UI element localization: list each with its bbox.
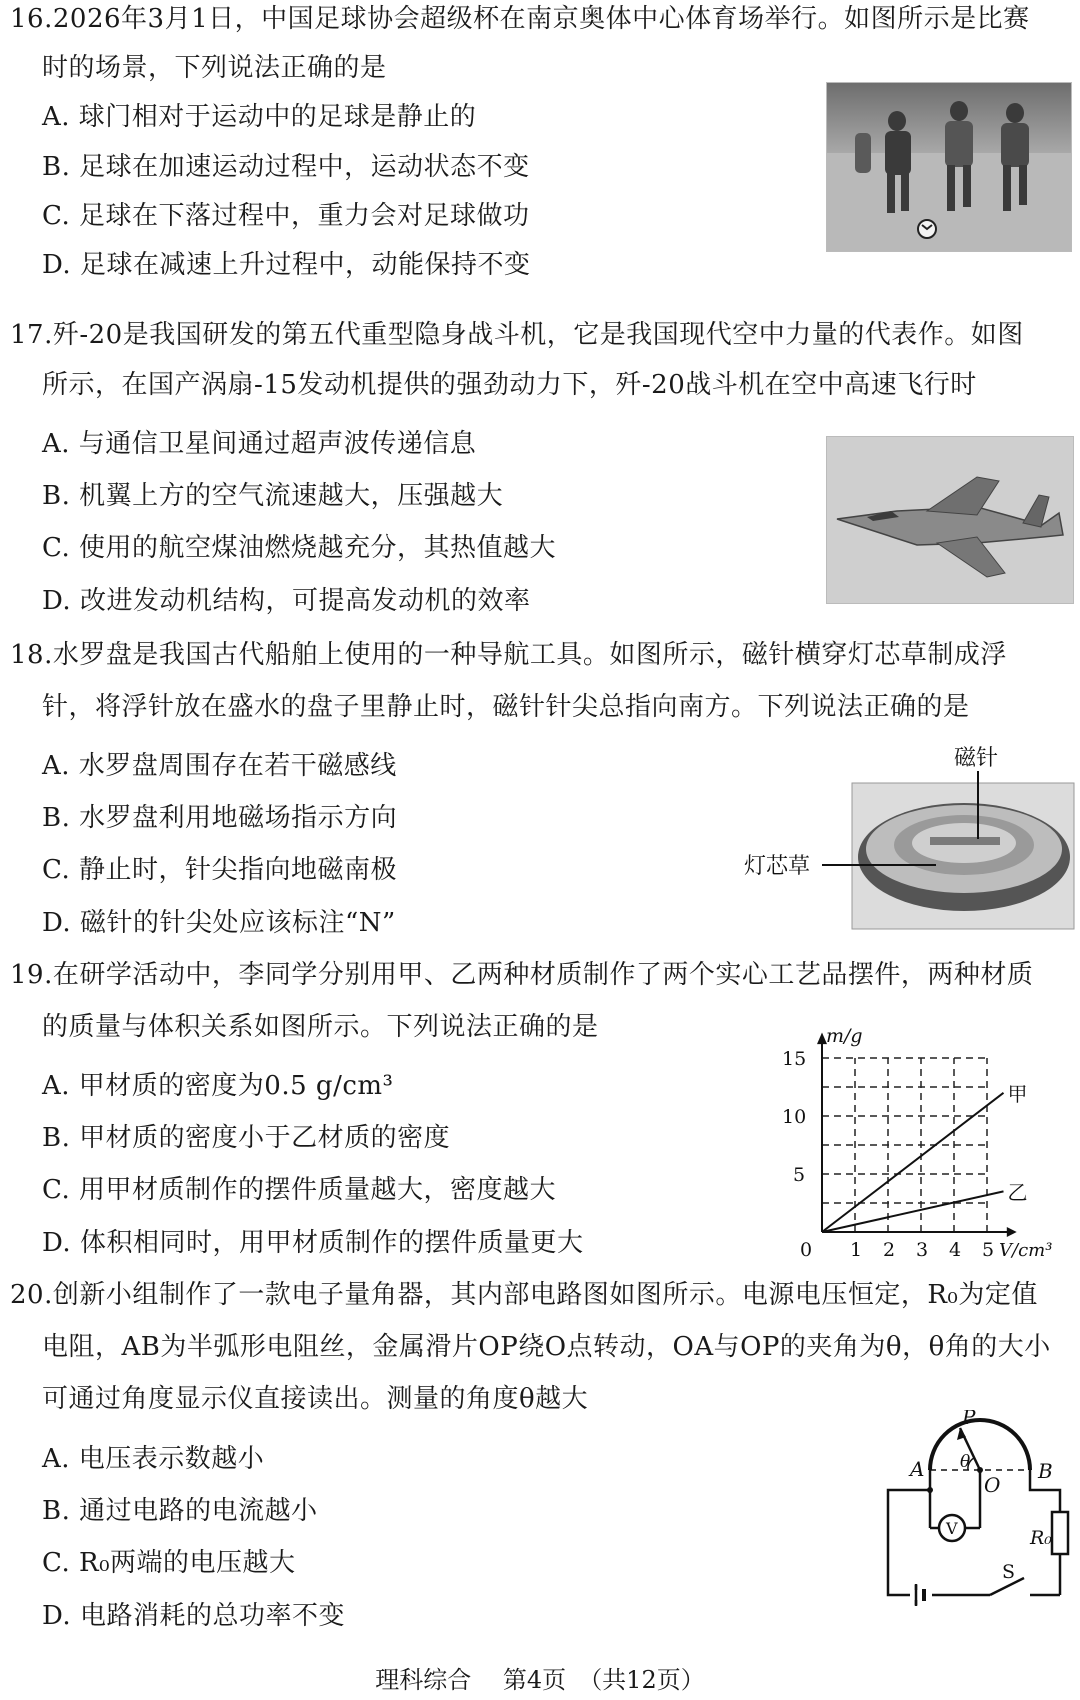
label-v: V (946, 1519, 958, 1538)
q17-stem-line1: 17.歼-20是我国研发的第五代重型隐身战斗机，它是我国现代空中力量的代表作。如图 (10, 320, 1024, 350)
q17-stem-line2: 所示，在国产涡扇-15发动机提供的强劲动力下，歼-20战斗机在空中高速飞行时 (42, 370, 977, 400)
series-label-jia: 甲 (1007, 1081, 1028, 1106)
footer-page: 第4页 (502, 1666, 567, 1694)
footer-total: （共12页） (578, 1666, 705, 1694)
q20-stem-line1: 20.创新小组制作了一款电子量角器，其内部电路图如图所示。电源电压恒定，R₀为定值 (10, 1280, 1038, 1310)
y-tick-label: 15 (782, 1048, 807, 1070)
label-rush-pith: 灯芯草 (744, 854, 811, 879)
q18-option-b: B. 水罗盘利用地磁场指示方向 (42, 803, 398, 833)
x-tick-label: 1 (850, 1239, 863, 1260)
q20-option-c: C. R₀两端的电压越大 (42, 1548, 296, 1578)
x-tick-label: 4 (949, 1239, 962, 1260)
series-label-yi: 乙 (1007, 1180, 1028, 1205)
q17-option-a: A. 与通信卫星间通过超声波传递信息 (42, 429, 477, 459)
q20-stem-line3: 可通过角度显示仪直接读出。测量的角度θ越大 (42, 1384, 589, 1414)
q18-option-c: C. 静止时，针尖指向地磁南极 (42, 855, 397, 885)
protractor-circuit-diagram (880, 1410, 1076, 1610)
x-tick-label: 5 (982, 1239, 995, 1260)
fighter-jet-photo (826, 436, 1074, 604)
x-axis-label: V/cm³ (999, 1240, 1053, 1260)
label-magnetic-needle: 磁针 (954, 746, 999, 771)
q16-option-a: A. 球门相对于运动中的足球是静止的 (42, 102, 477, 132)
football-match-photo (826, 82, 1072, 252)
origin-label: 0 (800, 1239, 813, 1260)
label-o: O (984, 1473, 1001, 1497)
q19-stem-line2: 的质量与体积关系如图所示。下列说法正确的是 (42, 1012, 599, 1042)
q17-option-d: D. 改进发动机结构，可提高发动机的效率 (42, 586, 531, 616)
x-tick-label: 3 (916, 1239, 929, 1260)
x-axis-arrow (1007, 1227, 1017, 1237)
q19-option-d: D. 体积相同时，用甲材质制作的摆件质量更大 (42, 1228, 584, 1258)
label-p: P (962, 1410, 976, 1429)
q19-option-b: B. 甲材质的密度小于乙材质的密度 (42, 1123, 451, 1153)
label-r0: R₀ (1030, 1527, 1052, 1549)
q16-stem-line2: 时的场景，下列说法正确的是 (42, 53, 387, 83)
y-axis-label: m/g (826, 1024, 863, 1047)
resistor-r0 (1052, 1512, 1068, 1554)
fighter-jet-illustration (827, 437, 1073, 603)
chart-series (822, 1093, 1004, 1232)
mass-volume-chart (780, 1010, 1080, 1260)
q16-option-c: C. 足球在下落过程中，重力会对足球做功 (42, 201, 530, 231)
page-footer (0, 1660, 1080, 1695)
q18-stem-line1: 18.水罗盘是我国古代船舶上使用的一种导航工具。如图所示，磁针横穿灯芯草制成浮 (10, 640, 1007, 670)
q16-option-d: D. 足球在减速上升过程中，动能保持不变 (42, 250, 531, 280)
label-theta: θ (960, 1452, 971, 1472)
q17-option-c: C. 使用的航空煤油燃烧越充分，其热值越大 (42, 533, 556, 563)
y-tick-label: 5 (793, 1164, 806, 1186)
q19-option-c: C. 用甲材质制作的摆件质量越大，密度越大 (42, 1175, 556, 1205)
chart-grid (822, 1058, 987, 1232)
label-s: S (1002, 1561, 1016, 1583)
q16-stem-line1: 16.2026年3月1日，中国足球协会超级杯在南京奥体中心体育场举行。如图所示是比赛 (10, 4, 1030, 34)
q16-option-b: B. 足球在加速运动过程中，运动状态不变 (42, 152, 530, 182)
q18-stem-line2: 针，将浮针放在盛水的盘子里静止时，磁针针尖总指向南方。下列说法正确的是 (42, 692, 970, 722)
football-scene-illustration (827, 83, 1071, 251)
q19-option-a: A. 甲材质的密度为0.5 g/cm³ (42, 1071, 394, 1101)
q17-option-b: B. 机翼上方的空气流速越大，压强越大 (42, 481, 504, 511)
q20-option-b: B. 通过电路的电流越小 (42, 1496, 318, 1526)
x-tick-label: 2 (883, 1239, 896, 1260)
q20-stem-line2: 电阻，AB为半弧形电阻丝，金属滑片OP绕O点转动，OA与OP的夹角为θ，θ角的大小 (42, 1332, 1051, 1362)
q19-stem-line1: 19.在研学活动中，李同学分别用甲、乙两种材质制作了两个实心工艺品摆件，两种材质 (10, 960, 1034, 990)
label-a: A (910, 1457, 925, 1481)
q18-option-a: A. 水罗盘周围存在若干磁感线 (42, 751, 397, 781)
resistance-arc-ab (930, 1420, 1030, 1470)
q20-option-a: A. 电压表示数越小 (42, 1444, 265, 1474)
floating-needle (930, 837, 1000, 845)
q20-option-d: D. 电路消耗的总功率不变 (42, 1601, 345, 1631)
footer-subject: 理科综合 (375, 1666, 472, 1694)
y-tick-label: 10 (782, 1106, 807, 1128)
water-compass-figure (740, 745, 1075, 930)
label-b: B (1038, 1459, 1053, 1483)
q18-option-d: D. 磁针的针尖处应该标注“N” (42, 908, 396, 938)
